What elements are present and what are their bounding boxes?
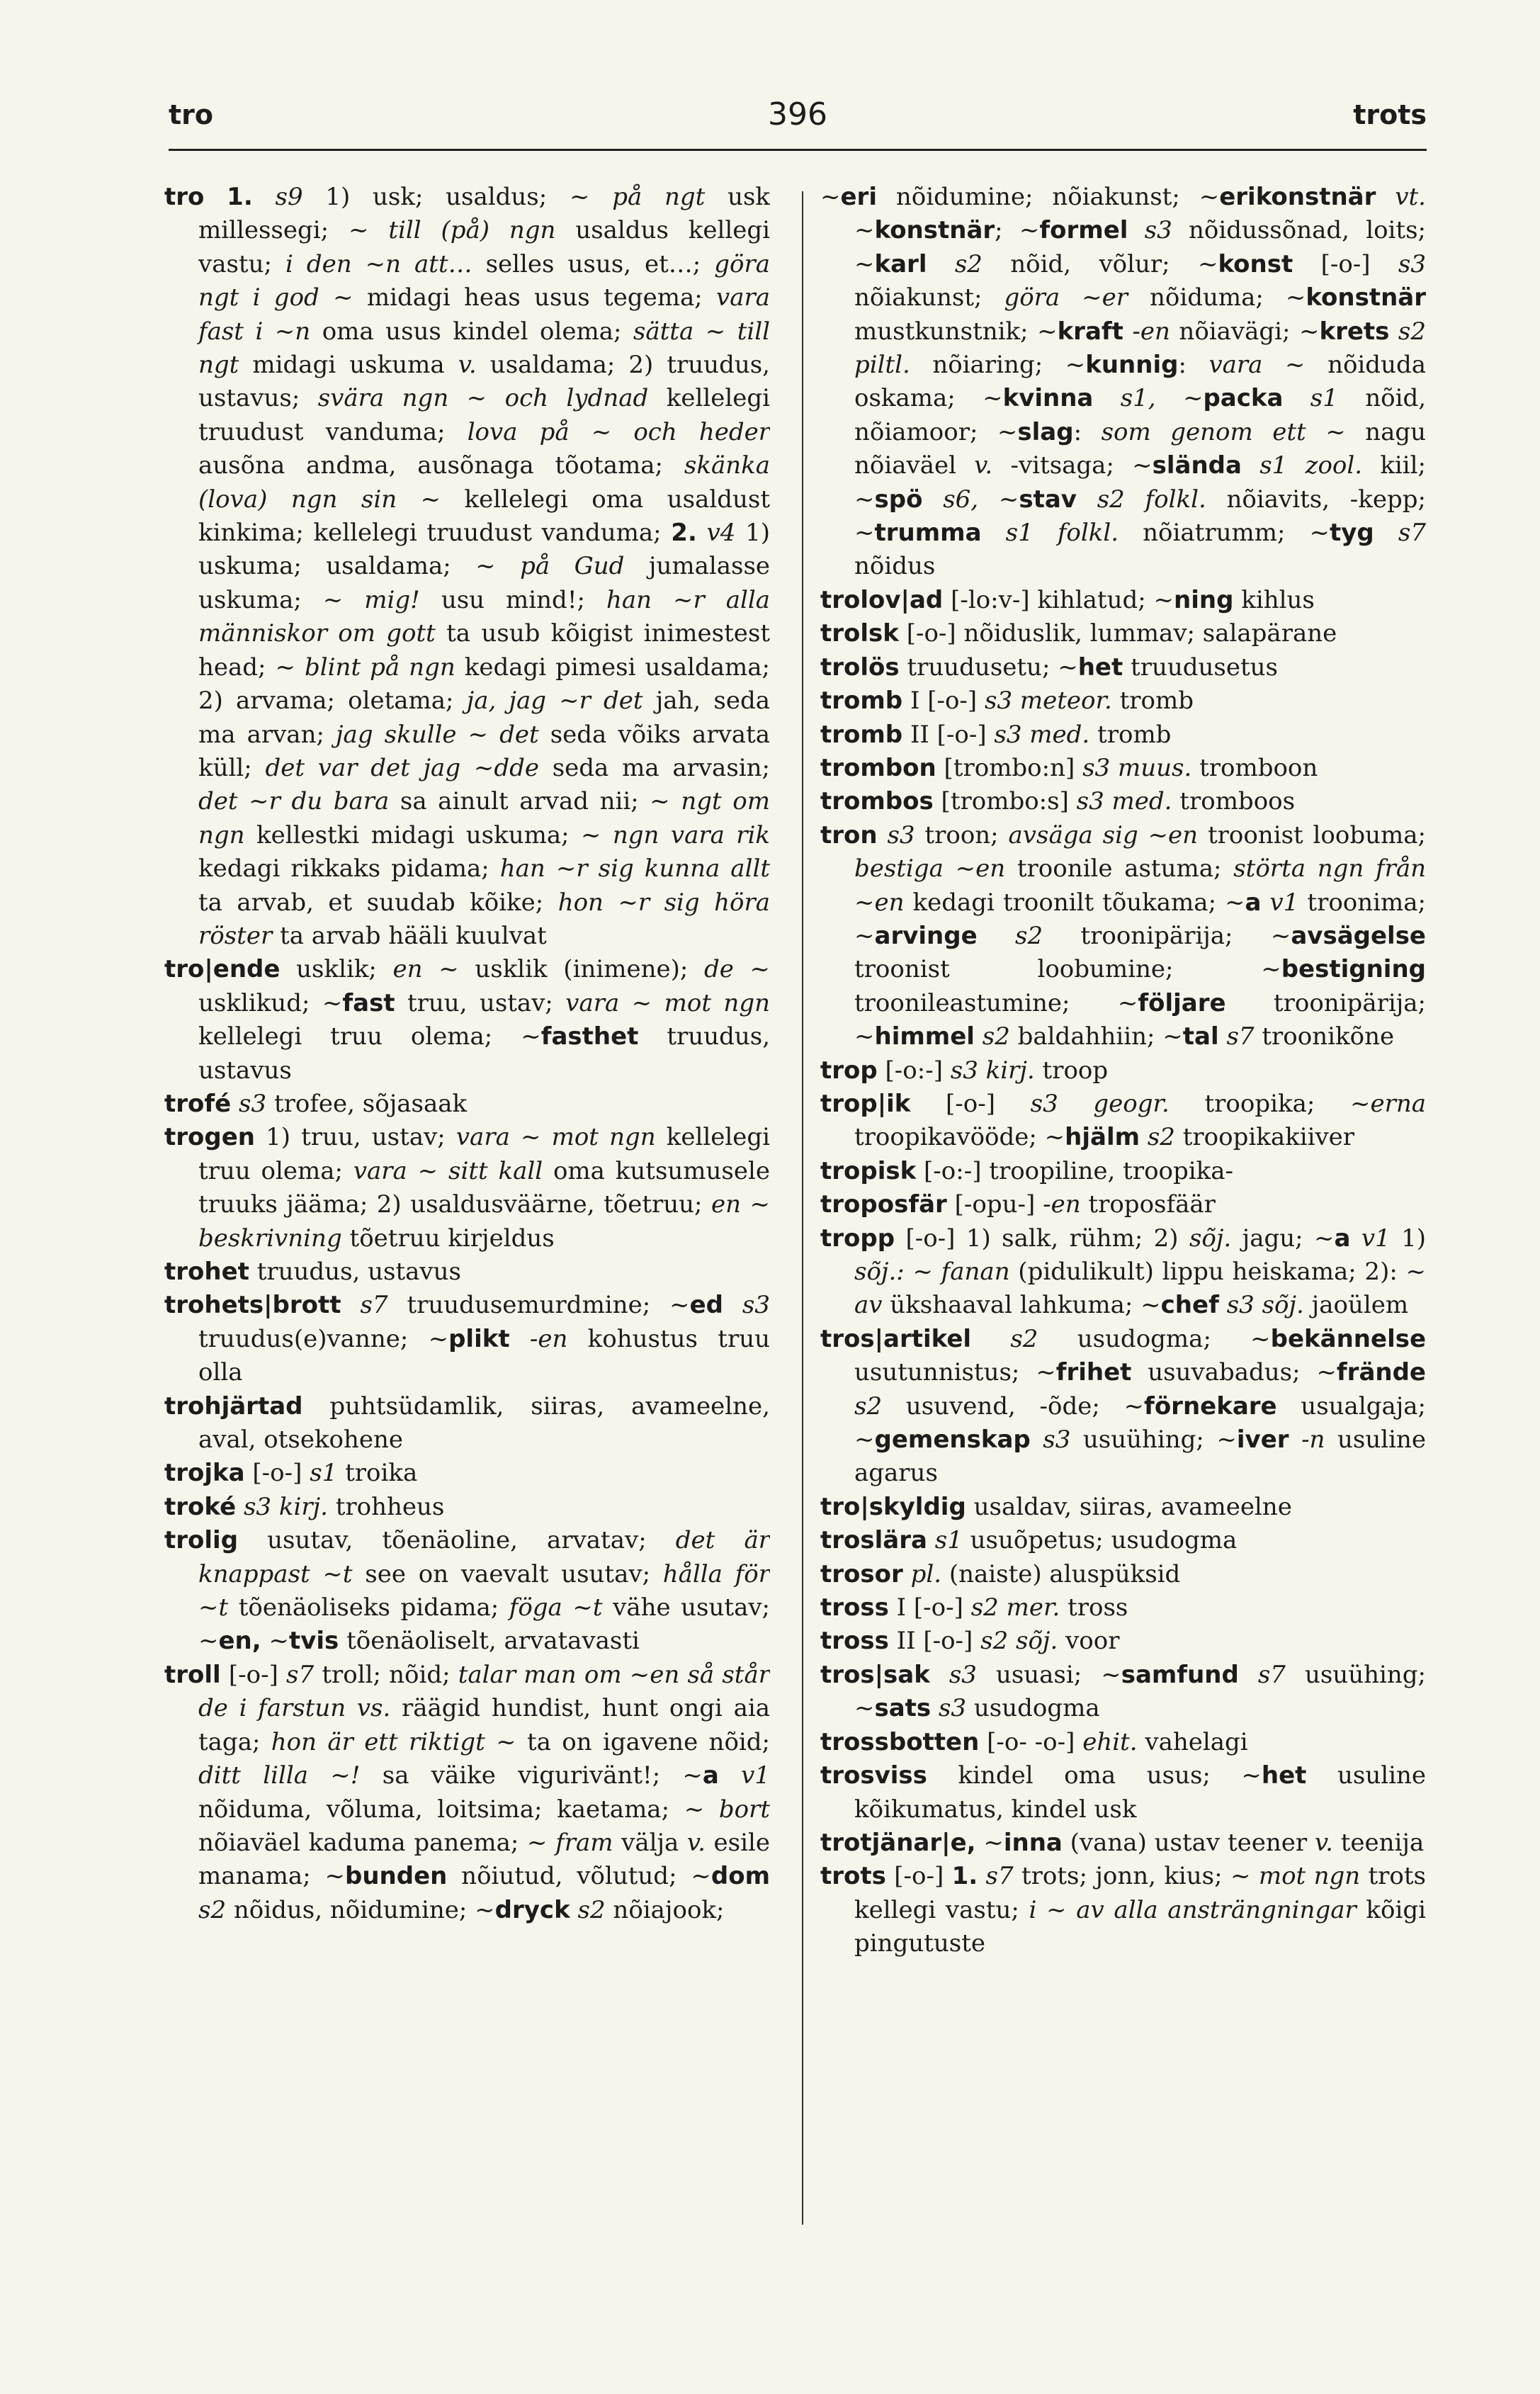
dictionary-entry: trolsk [-o-] nõiduslik, lummav; salapärane (820, 619, 1337, 648)
page-header (169, 96, 1427, 142)
dictionary-entry: tromb I [-o-] s3 meteor. tromb (820, 687, 1194, 716)
dictionary-entry: troslära s1 usuõpetus; usudogma (820, 1526, 1238, 1555)
left-column (164, 181, 770, 2242)
dictionary-entry: trombon [trombo:n] s3 muus. tromboon (820, 753, 1318, 782)
right-guide-word: trots (1353, 99, 1427, 130)
dictionary-entry: tropisk [-o:-] troopiline, troopika- (820, 1156, 1234, 1185)
dictionary-entry: tross I [-o-] s2 mer. tross (820, 1593, 1128, 1622)
dictionary-entry: tro|ende usklik; en ~ usklik (inimene); de ~ usklikud; ~fast truu, ustav; vara ~ mot ngn kellelegi truu olema; ~fasthet truudus, ustavus (164, 955, 770, 1085)
left-guide-word: tro (169, 99, 214, 130)
dictionary-entry: troké s3 kirj. trohheus (164, 1492, 445, 1521)
page-number: 396 (768, 96, 827, 132)
dictionary-entry: trossbotten [-o- -o-] ehit. vahelagi (820, 1727, 1248, 1756)
dictionary-entry: trombos [trombo:s] s3 med. tromboos (820, 787, 1296, 816)
right-column (820, 181, 1426, 2242)
dictionary-entry: trotjänar|e, ~inna (vana) ustav teener v. teenija (820, 1828, 1425, 1857)
dictionary-entry: tro|skyldig usaldav, siiras, avameelne (820, 1492, 1292, 1521)
dictionary-entry: troposfär [-opu-] -en troposfäär (820, 1190, 1216, 1219)
dictionary-entry: tro 1. s9 1) usk; usaldus; ~ på ngt usk millessegi; ~ till (på) ngn usaldus kellegi vastu; i den ~n att… selles usus, et…; göra ngt i god ~ midagi heas usus tegema; vara fast i ~n oma usus kindel olema; sätta ~ till ngt midagi uskuma v. usaldama; 2) truudus, ustavus; svära ngn ~ och lydnad kellelegi truudust vanduma; lova på ~ och heder ausõna andma, ausõnaga tõotama; skänka (lova) ngn sin ~ kellelegi oma usaldust kinkima; kellelegi truudust vanduma; 2. v4 1) uskuma; usaldama; ~ på Gud jumalasse uskuma; ~ mig! usu mind!; han ~r alla människor om gott ta usub kõigist inimestest head; ~ blint på ngn kedagi pimesi usaldama; 2) arvama; oletama; ja, jag ~r det jah, seda ma arvan; jag skulle ~ det seda võiks arvata küll; det var det jag ~dde seda ma arvasin; det ~r du bara sa ainult arvad nii; ~ ngt om ngn kellestki midagi uskuma; ~ ngn vara rik kedagi rikkaks pidama; han ~r sig kunna allt ta arvab, et suudab kõike; hon ~r sig höra röster ta arvab hääli kuulvat (164, 183, 770, 950)
dictionary-entry: tromb II [-o-] s3 med. tromb (820, 720, 1172, 749)
dictionary-entry: trofé s3 trofee, sõjasaak (164, 1089, 468, 1118)
dictionary-entry: trogen 1) truu, ustav; vara ~ mot ngn kellelegi truu olema; vara ~ sitt kall oma kutsumusele truuks jääma; 2) usaldusväärne, tõetruu; en ~ beskrivning tõetruu kirjeldus (164, 1123, 770, 1253)
dictionary-entry: trots [-o-] 1. s7 trots; jonn, kius; ~ mot ngn trots kellegi vastu; i ~ av alla ansträngningar kõigi pingutuste (820, 1862, 1426, 1958)
dictionary-entry: trohjärtad puhtsüdamlik, siiras, avameelne, aval, otsekohene (164, 1391, 770, 1455)
dictionary-entry: trosviss kindel oma usus; ~het usuline kõikumatus, kindel usk (820, 1761, 1426, 1824)
dictionary-entry: ~eri nõidumine; nõiakunst; ~erikonstnär vt. ~konstnär; ~formel s3 nõidussõnad, loits; ~karl s2 nõid, võlur; ~konst [-o-] s3 nõiakunst; göra ~er nõiduma; ~konstnär mustkunstnik; ~kraft -en nõiavägi; ~krets s2 piltl. nõiaring; ~kunnig: vara ~ nõiduda oskama; ~kvinna s1, ~packa s1 nõid, nõiamoor; ~slag: som genom ett ~ nagu nõiaväel v. -vitsaga; ~slända s1 zool. kiil; ~spö s6, ~stav s2 folkl. nõiavits, -kepp; ~trumma s1 folkl. nõiatrumm; ~tyg s7 nõidus (820, 183, 1426, 581)
dictionary-entry: tross II [-o-] s2 sõj. voor (820, 1627, 1120, 1656)
dictionary-entry: tropp [-o-] 1) salk, rühm; 2) sõj. jagu; ~a v1 1) sõj.: ~ fanan (pidulikult) lippu heiskama; 2): ~ av ükshaaval lahkuma; ~chef s3 sõj. jaoülem (820, 1224, 1426, 1320)
dictionary-entry: trolös truudusetu; ~het truudusetus (820, 653, 1278, 682)
column-divider (802, 191, 803, 2225)
dictionary-entry: trojka [-o-] s1 troika (164, 1459, 418, 1488)
dictionary-entry: trolig usutav, tõenäoline, arvatav; det är knappast ~t see on vaevalt usutav; hålla för ~t tõenäoliseks pidama; föga ~t vähe usutav; ~en, ~tvis tõenäoliselt, arvatavasti (164, 1526, 770, 1656)
dictionary-entry: trohets|brott s7 truudusemurdmine; ~ed s3 truudus(e)vanne; ~plikt -en kohustus truu olla (164, 1291, 770, 1387)
header-rule (169, 149, 1427, 151)
dictionary-entry: tros|artikel s2 usudogma; ~bekännelse usutunnistus; ~frihet usuvabadus; ~frände s2 usuvend, -õde; ~förnekare usualgaja; ~gemenskap s3 usuühing; ~iver -n usuline agarus (820, 1324, 1426, 1488)
dictionary-entry: trop [-o:-] s3 kirj. troop (820, 1056, 1109, 1085)
dictionary-entry: trohet truudus, ustavus (164, 1258, 461, 1286)
dictionary-entry: trolov|ad [-lo:v-] kihlatud; ~ning kihlus (820, 585, 1315, 614)
dictionary-entry: troll [-o-] s7 troll; nõid; talar man om ~en så står de i farstun vs. räägid hundist, hunt ongi aia taga; hon är ett riktigt ~ ta on igavene nõid; ditt lilla ~! sa väike vigurivänt!; ~a v1 nõiduma, võluma, loitsima; kaetama; ~ bort nõiaväel kaduma panema; ~ fram välja v. esile manama; ~bunden nõiutud, võlutud; ~dom s2 nõidus, nõidumine; ~dryck s2 nõiajook; (164, 1660, 770, 1924)
dictionary-entry: trosor pl. (naiste) aluspüksid (820, 1559, 1181, 1588)
dictionary-entry: tron s3 troon; avsäga sig ~en troonist loobuma; bestiga ~en troonile astuma; störta ngn från ~en kedagi troonilt tõukama; ~a v1 troonima; ~arvinge s2 troonipärija; ~avsägelse troonist loobumine; ~bestigning troonileastumine; ~följare troonipärija; ~himmel s2 baldahhiin; ~tal s7 troonikõne (820, 820, 1426, 1051)
dictionary-entry: trop|ik [-o-] s3 geogr. troopika; ~erna troopikavööde; ~hjälm s2 troopikakiiver (820, 1089, 1426, 1152)
dictionary-entry: tros|sak s3 usuasi; ~samfund s7 usuühing; ~sats s3 usudogma (820, 1660, 1426, 1723)
